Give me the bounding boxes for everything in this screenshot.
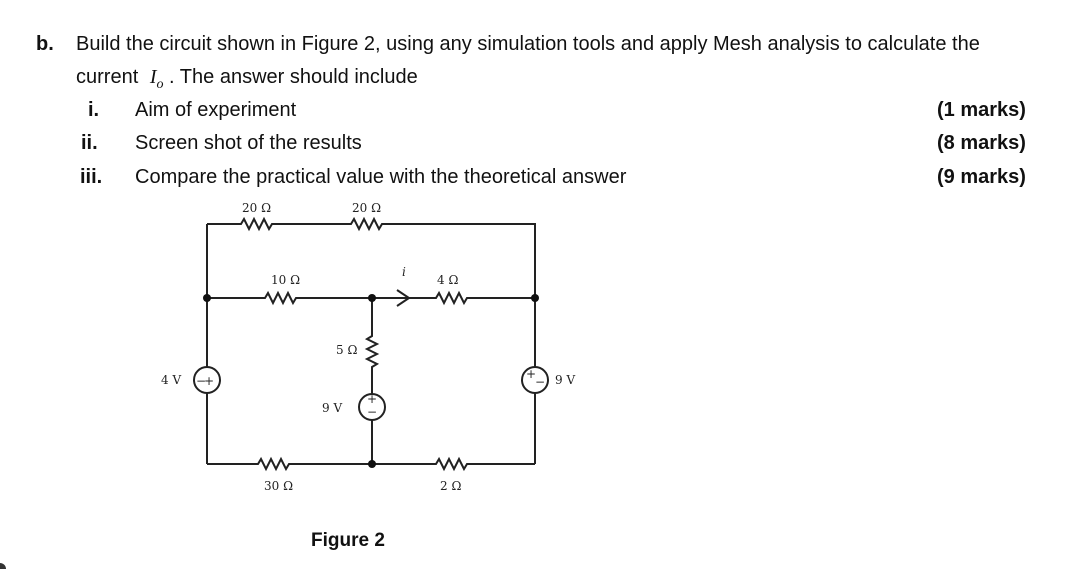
- label-resistor-middle-left: 10 Ω: [271, 273, 301, 287]
- label-source-right: 9 V: [555, 373, 576, 387]
- label-resistor-bottom-left: 30 Ω: [264, 479, 294, 493]
- label-resistor-bottom-right: 2 Ω: [440, 479, 462, 493]
- question-line-2-suffix: . The answer should include: [169, 66, 418, 88]
- item-1-marks: (1 marks): [937, 99, 1026, 121]
- label-source-left: 4 V: [161, 373, 182, 387]
- source-left-minus: −: [195, 374, 207, 388]
- figure-caption: Figure 2: [311, 530, 385, 551]
- question-line-2-prefix: current: [76, 66, 139, 88]
- label-resistor-vertical: 5 Ω: [336, 343, 358, 357]
- current-variable-subscript: o: [156, 77, 164, 92]
- question-letter: b.: [36, 33, 54, 55]
- node-center-bottom: [368, 460, 376, 468]
- source-left-plus: +: [203, 374, 215, 388]
- source-right-plus: +: [525, 367, 537, 381]
- label-current: i: [402, 265, 406, 279]
- item-1-number: i.: [88, 99, 100, 121]
- label-source-middle: 9 V: [322, 401, 343, 415]
- item-3-number: iii.: [80, 166, 103, 188]
- source-middle-minus: −: [366, 405, 378, 419]
- node-center-middle: [368, 294, 376, 302]
- label-resistor-top-right: 20 Ω: [352, 201, 382, 215]
- item-3-text: Compare the practical value with the theoretical answer: [135, 166, 627, 188]
- wire-vertical: [367, 298, 377, 464]
- item-1-text: Aim of experiment: [135, 99, 297, 121]
- item-2-number: ii.: [81, 132, 98, 154]
- item-3-marks: (9 marks): [937, 166, 1026, 188]
- item-2-text: Screen shot of the results: [135, 132, 362, 154]
- current-variable-symbol: I: [149, 66, 157, 88]
- source-right-minus: −: [534, 375, 546, 389]
- node-right-middle: [531, 294, 539, 302]
- item-2-marks: (8 marks): [937, 132, 1026, 154]
- label-resistor-top-left: 20 Ω: [242, 201, 272, 215]
- question-line-1: Build the circuit shown in Figure 2, using any simulation tools and apply Mesh analysis to calculate the: [76, 33, 980, 55]
- label-resistor-middle-right: 4 Ω: [437, 273, 459, 287]
- source-middle-plus: +: [366, 392, 378, 406]
- wire-top: [207, 219, 535, 298]
- node-left-middle: [203, 294, 211, 302]
